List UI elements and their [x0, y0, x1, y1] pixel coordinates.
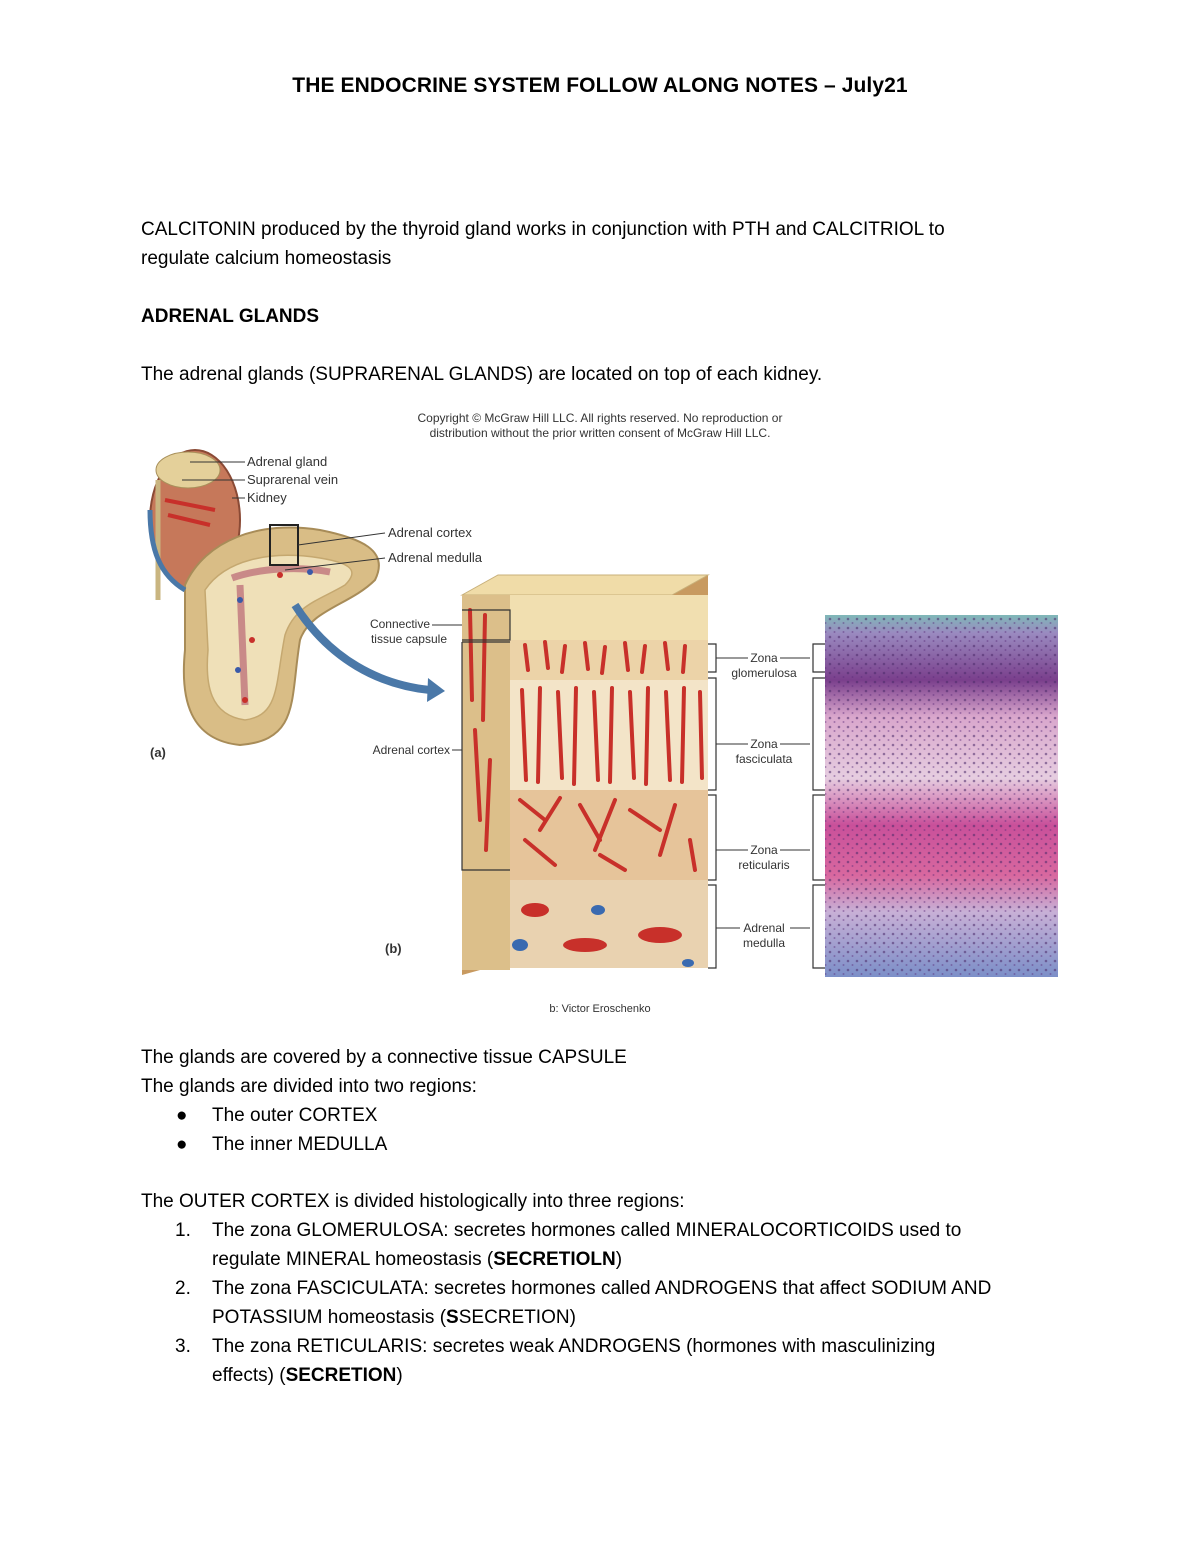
list-item [141, 1216, 1081, 1274]
figure-credit: b: Victor Eroschenko [549, 1003, 651, 1015]
location-sentence: The adrenal glands (SUPRARENAL GLANDS) are located on top of each kidney. [141, 364, 823, 385]
cortex-sentence: The OUTER CORTEX is divided histologically into three regions: [141, 1191, 685, 1212]
regions-sentence: The glands are divided into two regions: [141, 1076, 477, 1097]
label-adrenal-medulla-a: Adrenal medulla [388, 550, 482, 565]
calcitonin-line-1: CALCITONIN produced by the thyroid gland works in conjunction with PTH and CALCITRIOL to [141, 219, 945, 240]
label-zona-fasc-2: fasciculata [735, 752, 793, 766]
calcitonin-paragraph [141, 215, 1061, 273]
label-zona-ret-2: reticularis [738, 858, 790, 872]
bullet-icon: ● [176, 1105, 188, 1126]
block-top [462, 575, 708, 595]
list-item [141, 1130, 1081, 1159]
glomerulosa-layer [510, 640, 708, 680]
label-zona-glom-1: Zona [750, 651, 778, 665]
label-adrenal-gland: Adrenal gland [247, 454, 328, 469]
label-kidney: Kidney [247, 490, 287, 505]
histology-cells [825, 615, 1058, 977]
list-number: 1. [175, 1220, 191, 1241]
medulla-vessel-3 [638, 927, 682, 943]
panel-b-illustration [370, 575, 825, 975]
list-item [141, 1274, 1081, 1332]
list-number: 2. [175, 1278, 191, 1299]
list-item-line-2: effects) (SECRETION) [212, 1365, 403, 1386]
panel-a-label: (a) [150, 745, 166, 760]
adrenal-illustration [0, 400, 1200, 1030]
medulla-vessel-2 [563, 938, 607, 952]
regions-bullet-list [141, 1101, 1081, 1159]
list-item-text: The outer CORTEX [212, 1105, 378, 1126]
list-item-line-2: regulate MINERAL homeostasis (SECRETIOLN) [212, 1249, 623, 1270]
list-item-text: The inner MEDULLA [212, 1134, 388, 1155]
capsule-sentence: The glands are covered by a connective tissue CAPSULE [141, 1047, 627, 1068]
label-adrenal-cortex-a: Adrenal cortex [388, 525, 472, 540]
medulla-vessel-1 [521, 903, 549, 917]
reticularis-layer [510, 790, 708, 880]
label-connective-2: tissue capsule [370, 632, 447, 646]
label-medulla-1: Adrenal [743, 921, 785, 935]
medulla-layer [510, 880, 708, 968]
small-adrenal-gland [156, 452, 220, 488]
cortex-numbered-list [141, 1216, 1081, 1390]
arrow-head-icon [427, 678, 445, 702]
list-item-line-2: POTASSIUM homeostasis (SSECRETION) [212, 1307, 576, 1328]
label-suprarenal-vein: Suprarenal vein [247, 472, 339, 487]
label-adrenal-cortex-b: Adrenal cortex [372, 743, 450, 757]
label-zona-fasc-1: Zona [750, 737, 778, 751]
medulla-vein-1 [512, 939, 528, 951]
panel-a-illustration [150, 450, 483, 760]
label-zona-glom-2: glomerulosa [731, 666, 797, 680]
label-zona-ret-1: Zona [750, 843, 778, 857]
adrenal-figure [0, 400, 1200, 1030]
capsule-layer [510, 595, 708, 640]
copyright-line-1: Copyright © McGraw Hill LLC. All rights reserved. No reproduction or [417, 411, 783, 425]
bullet-icon: ● [176, 1134, 188, 1155]
label-connective-1: Connective [369, 617, 430, 631]
list-item [141, 1101, 1081, 1130]
list-item-line-1: The zona RETICULARIS: secretes weak ANDROGENS (hormones with masculinizing [212, 1336, 936, 1357]
list-item-line-1: The zona GLOMERULOSA: secretes hormones called MINERALOCORTICOIDS used to [212, 1220, 962, 1241]
label-medulla-2: medulla [742, 936, 786, 950]
section-heading: ADRENAL GLANDS [141, 306, 320, 327]
list-item-line-1: The zona FASCICULATA: secretes hormones called ANDROGENS that affect SODIUM AND [212, 1278, 992, 1299]
list-number: 3. [175, 1336, 191, 1357]
panel-b-label: (b) [385, 941, 402, 956]
medulla-vein-3 [682, 959, 694, 967]
page-title: THE ENDOCRINE SYSTEM FOLLOW ALONG NOTES – July21 [292, 74, 908, 97]
calcitonin-line-2: regulate calcium homeostasis [141, 248, 392, 269]
medulla-vein-2 [591, 905, 605, 915]
list-item [141, 1332, 1081, 1390]
copyright-line-2: distribution without the prior written consent of McGraw Hill LLC. [429, 426, 771, 440]
